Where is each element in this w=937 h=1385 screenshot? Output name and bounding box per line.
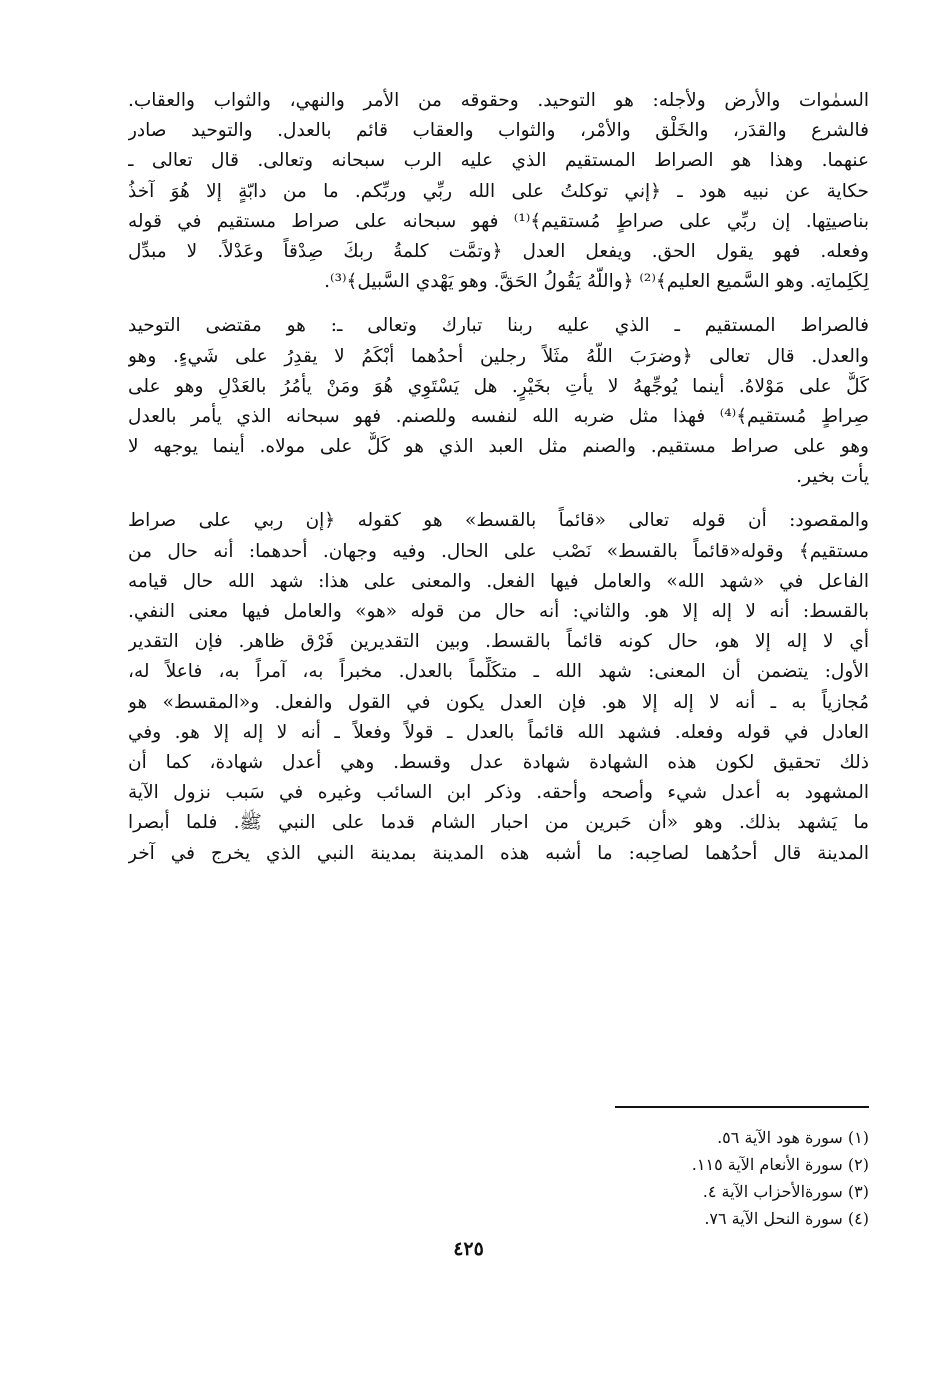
- text-line: ذلك تحقيق لكون هذه الشهادة شهادة عدل وقسط. وهي أعدل شهادة، كما أن: [128, 751, 869, 773]
- text-line: بناصيتِها. إن ربِّي على صراطٍ مُستقيم﴾⁽¹⁾ فهو سبحانه على صراط مستقيم في قوله: [128, 210, 869, 232]
- text-line: والعدل. قال تعالى ﴿وضرَبَ اللَّهُ مثَلاً رجلين أحدُهما أبْكَمُ لا يقدِرُ على شَيءٍ. وهو: [128, 345, 869, 367]
- text-line: حكاية عن نبيه هود ـ ﴿إني توكلتُ على الله ربِّي وربِّكم. ما من دابّةٍ إلا هُوَ آخذُ: [128, 180, 869, 202]
- text-line: الأول: يتضمن أن المعنى: شهد الله ـ متكَلِّماً بالعدل. مخبراً به، آمراً به، فاعلاً له،: [128, 661, 869, 683]
- text-line: بالقسط: أنه لا إله إلا هو. والثاني: أنه حال من قوله «هو» والعامل فيها معنى النفي.: [128, 601, 869, 622]
- paragraph-2: [128, 311, 869, 492]
- text-line: ما يَشهد بذلك. وهو «أن حَبرين من احبار الشام قدما على النبي ﷺ. فلما أبصرا: [128, 812, 869, 834]
- text-line: وفعله. فهو يقول الحق. ويفعل العدل ﴿وتمَّت كلمةُ ربكَ صِدْقاً وعَدْلاً. لا مبدِّل: [128, 240, 869, 262]
- text-line: فالصراط المستقيم ـ الذي عليه ربنا تبارك وتعالى ـ: هو مقتضى التوحيد: [128, 315, 869, 337]
- text-line: الفاعل في «شهد الله» والعامل فيها الفعل. والمعنى على هذا: شهد الله حال قيامه: [128, 570, 869, 592]
- footnote-separator: [615, 1106, 869, 1108]
- text-line: مستقيم﴾ وقوله«قائماً بالقسط» نَصْب على الحال. وفيه وجهان. أحدهما: أنه حال من: [128, 540, 869, 562]
- paragraph-3: [128, 506, 869, 868]
- text-line: العادل في قوله وفعله. فشهد الله قائماً بالعدل ـ قولاً وفعلاً ـ أنه لا إله إلا هو. وفي: [128, 721, 869, 743]
- text-line: فالشرع والقدَر، والخَلْق والأمْر، والثواب والعقاب قائم بالعدل. والتوحيد صادر: [128, 120, 869, 142]
- page-number: ٤٢٥: [453, 1238, 484, 1260]
- text-line: أي لا إله إلا هو، حال كونه قائماً بالقسط. وبين التقديرين فَرْق ظاهر. فإن التقدير: [128, 631, 869, 653]
- footnote: (٢) سورة الأنعام الآية ١١٥.: [691, 1155, 869, 1174]
- footnote: (٣) سورةالأحزاب الآية ٤.: [702, 1182, 869, 1201]
- footnote: (٤) سورة النحل الآية ٧٦.: [704, 1209, 869, 1228]
- paragraph-1: [128, 86, 869, 297]
- footnote: (١) سورة هود الآية ٥٦.: [717, 1128, 869, 1147]
- text-line: صِراطٍ مُستقيم﴾⁽⁴⁾ فهذا مثل ضربه الله لنفسه وللصنم. فهو سبحانه الذي يأمر بالعدل: [128, 405, 869, 427]
- text-line: والمقصود: أن قوله تعالى «قائماً بالقسط» هو كقوله ﴿إن ربي على صراط: [128, 510, 869, 532]
- text-line: المدينة قال أحدُهما لصاحِبه: ما أشبه هذه المدينة بمدينة النبي الذي يخرج في آخر: [128, 842, 869, 864]
- paragraph-gap: [128, 492, 869, 506]
- text-line: السمٰوات والأرض ولأجله: هو التوحيد. وحقوقه من الأمر والنهي، والثواب والعقاب.: [128, 90, 869, 111]
- text-line: عنهما. وهذا هو الصراط المستقيم الذي عليه الرب سبحانه وتعالى. قال تعالى ـ: [128, 150, 869, 172]
- text-line: مُجازياً به ـ أنه لا إله إلا هو. فإن العدل يكون في القول والفعل. و«المقسط» هو: [128, 691, 869, 713]
- text-line: وهو على صراط مستقيم. والصنم مثل العبد الذي هو كَلٌّ على مولاه. أينما يوجهه لا: [128, 436, 869, 458]
- text-line: المشهود به أعدل شيء وأصحه وأحقه. وذكر ابن السائب وغيره في سَبب نزول الآية: [128, 782, 869, 804]
- body-text: [128, 86, 869, 869]
- paragraph-gap: [128, 297, 869, 311]
- text-line: لِكَلِماتِه. وهو السَّميع العليم﴾⁽²⁾ ﴿واللَّهُ يَقُولُ الحَقَّ. وهو يَهْدي السَّبيل﴾⁽³⁾.: [324, 271, 869, 293]
- text-line: كَلٌّ على مَوْلاهُ. أينما يُوجِّههُ لا يأتِ بخَيْرٍ. هل يَسْتَوِي هُوَ ومَنْ يأمُرُ بالعَدْلِ وهو على: [128, 375, 869, 397]
- text-line: يأت بخير.: [796, 466, 869, 488]
- footnotes: [560, 1124, 869, 1232]
